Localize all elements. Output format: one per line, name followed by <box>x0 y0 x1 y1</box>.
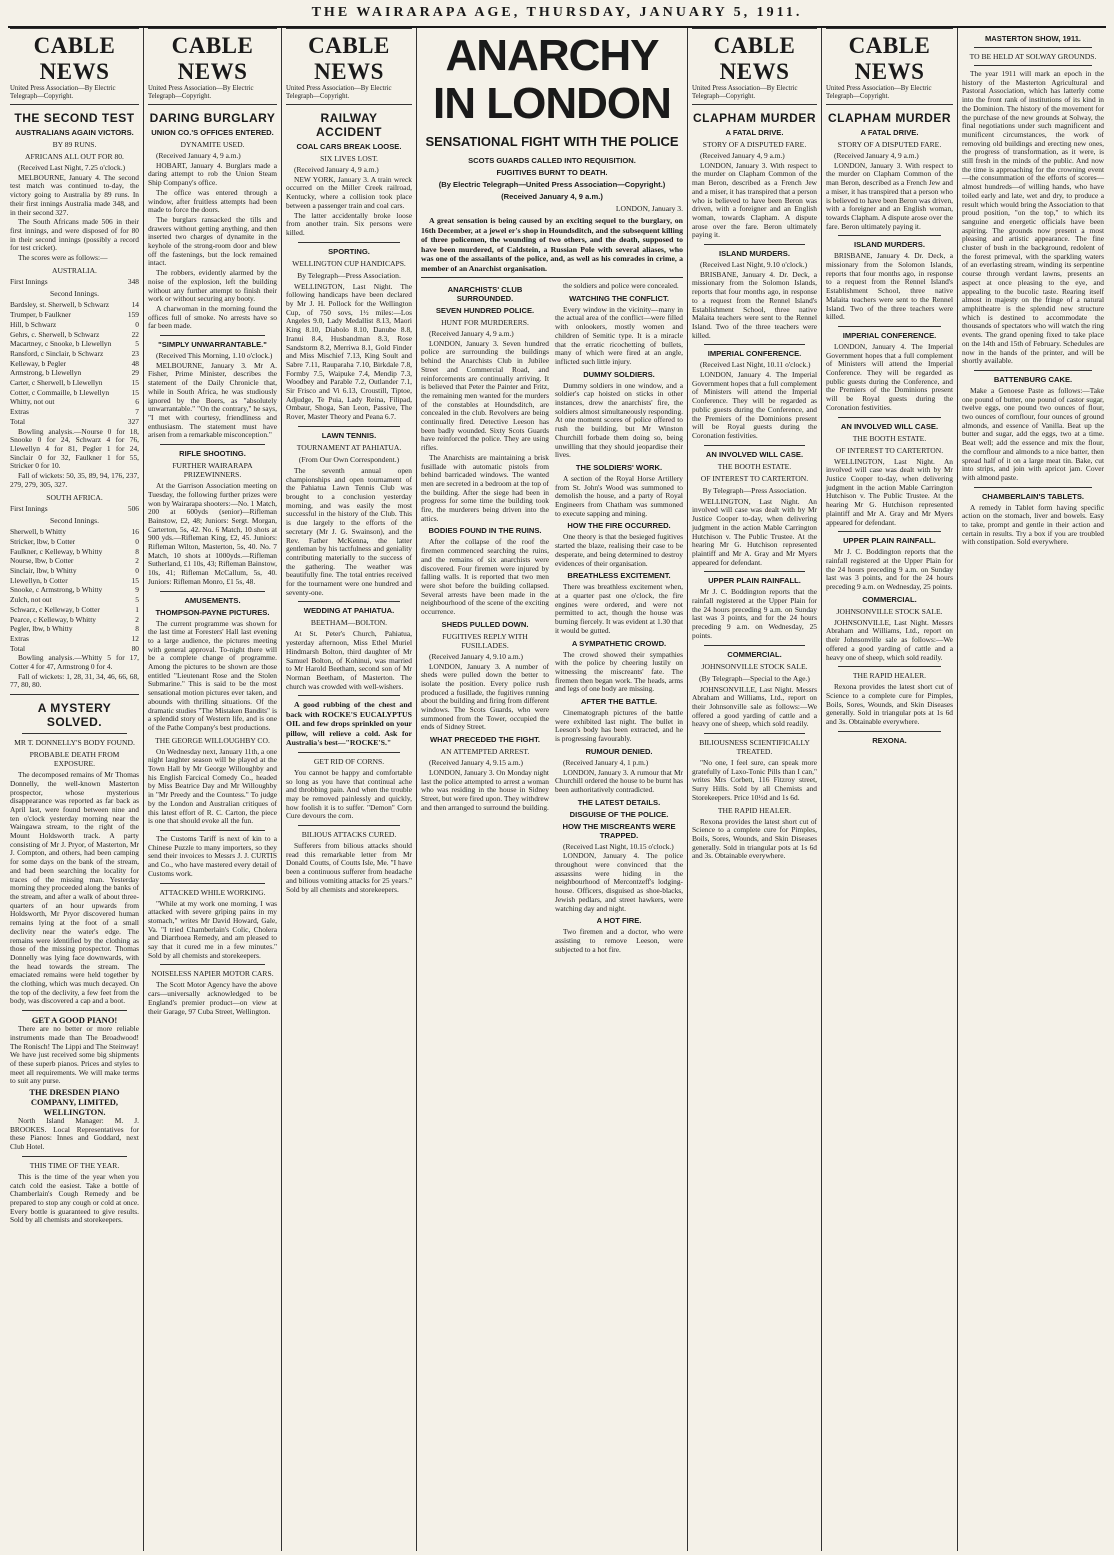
headline: RIFLE SHOOTING. <box>179 449 246 459</box>
subhead: AFRICANS ALL OUT FOR 80. <box>25 152 124 161</box>
headline: "SIMPLY UNWARRANTABLE." <box>158 340 267 350</box>
paragraph: The crowd showed their sympathies with the police by cheering lustily on witnessing the miscreants' fate. The firemen then began work. The heads, arms and legs of one body are missing. <box>555 649 683 694</box>
subhead: BILIOUSNESS SCIENTIFICALLY TREATED. <box>699 738 810 757</box>
paragraph: BRISBANE, January 4. Dr. Deck, a missionary from the Solomon Islands, reports that four months ago, in response to a request from the Rennel Island's Establishment School, three native Malaita teachers were sent to the Rennel Island. Two of the three teachers were killed. <box>826 251 953 322</box>
paragraph: "While at my work one morning, I was attacked with severe griping pains in my stomach," writes Mr David Howard, Gale, Va. "I tried Chamberlain's Colic, Cholera and Diarrhoea Remedy, and am pleased to say that it cured me in a few minutes." Sold by all chemists and storekeepers. <box>148 898 277 960</box>
score-row: Gehrs, c. Sherwell, b Schwarz 22 <box>10 329 139 339</box>
paragraph: The Scott Motor Agency have the above cars—universally acknowledged to be England's premier product—on view at their Garage, 97 Cuba Street, Wellington. <box>148 980 277 1016</box>
cable-subheading: United Press Association—By Electric Telegraph—Copyright. <box>10 85 139 105</box>
paragraph: LONDON, January 4. The Imperial Government hopes that a full complement of Ministers will attend the Imperial Conference. They will be regarded as public guests during the Conference, and the Premiers of the Dominions present will be Royal guests during the Coronation festivities. <box>692 370 817 440</box>
subhead: THE SOLDIERS' WORK. <box>575 462 663 472</box>
byline: (By Electric Telegraph—United Press Association—Copyright.) <box>438 180 666 189</box>
paragraph: At St. Peter's Church, Pahiatua, yesterday afternoon, Miss Ethel Muriel Hindmarsh Bolton, third daughter of Mr Samuel Bolton, of Kohinui, was married to Mr Harold Beetham, second son of Mr Norman Beetham, of Masterton. The church was crowded with well-wishers. <box>286 629 412 691</box>
cable-subheading: United Press Association—By Electric Telegraph—Copyright. <box>826 85 953 105</box>
team-heading: SOUTH AFRICA. <box>46 492 103 502</box>
headline: WEDDING AT PAHIATUA. <box>303 606 395 616</box>
score-row: Carter, c Sherwell, b Llewellyn 15 <box>10 378 139 388</box>
score-row: Schwarz, c Kelleway, b Cotter 1 <box>10 604 139 614</box>
score-row: Trumper, b Faulkner 159 <box>10 310 139 320</box>
subhead: BREATHLESS EXCITEMENT. <box>567 571 671 581</box>
column-1 <box>6 28 144 1551</box>
headline: COMMERCIAL. <box>862 594 917 604</box>
headline: UPPER PLAIN RAINFALL. <box>843 536 936 546</box>
paragraph: After the collapse of the roof the firemen commenced searching the ruins, and the remains of six anarchists were discovered. Four firemen were injured by falling walls. It is reported that two men were shot before the building collapsed. Several arrests have been made in the neighbourhood of the scene of the exciting occurrence. <box>421 537 549 617</box>
subhead: NOISELESS NAPIER MOTOR CARS. <box>151 969 274 979</box>
score-row: Nourse, lbw, b Cotter 2 <box>10 556 139 566</box>
subhead: OF INTEREST TO CARTERTON. <box>835 445 944 455</box>
subhead: THOMPSON-PAYNE PICTURES. <box>155 607 270 617</box>
lead-paragraph: A great sensation is being caused by an exciting sequel to the burglary, on 16th December, at a jewel er's shop in Houndsditch, and the subsequent killing of three policemen, the wounding of two others, and the death, supposed to have been murdered, of Caldstein, a Russian Pole with several aliases, who was one of the assailants of the police, and, as well as his comrades in crime, a member of an Anarchist organisation. <box>421 216 683 273</box>
received-line: (Received January 4, 9 a.m.) <box>501 192 603 201</box>
paragraph: Rexona provides the latest short cut of Science to a complete cure for Pimples, Boils, Sores, Wounds, and Skin Diseases generally. Sold in triangular pots at 1s 6d and 3s. Obtainable everywhere. <box>826 682 953 727</box>
subhead: JOHNSONVILLE STOCK SALE. <box>701 661 808 671</box>
headline-burglary: DARING BURGLARY <box>149 111 276 125</box>
subhead: GET RID OF CORNS. <box>313 756 385 766</box>
column-3 <box>282 28 417 1551</box>
paragraph: WELLINGTON, Last Night. The following handicaps have been declared by Mr J. H. Pollock for the Wellington Cup, of 750 sovs, 1½ miles:—Los Angeles 9.0, Lady Medallist 8.13, Maori King 8.10, Diabolo 8.10, Danube 8.8, Iranui 8.4, Husbandman 8.3, Rose Sandstorm 8.2, Merriwa 8.1, Gold Finder and Miss Mischief 7.13, King Soult and Sabre 7.11, Rauparaha 7.10, Birkdale 7.8, Formby 7.5, Waipuke 7.4, Mendip 7.3, Woodbey and Parable 7.2, Outlander 7.1, Sir Frisco and Vi 6.13, Croustill, Tiptoe, Adjudge, Te Puia, Lady Reina, Filipad, Ombaur, Shoga, San Leon, Passive, The Rover, Master Theory and Peana 6.7. <box>286 281 412 422</box>
paragraph: The seventh annual open championships and open tournament of the Pahiatua Lawn Tennis Club was brought to a conclusion yesterday morning, and was easily the most successful in the history of the Club. This is due largely to the efforts of the secretary (Mr J. G. Swainson), and the Rev. Father McKenna, the latter gentleman by his tactfulness and geniality contributing materially to the success of the gathering. The weather was beautifully fine. The total entries received for the tournament were one hundred and seventy-one. <box>286 465 412 597</box>
subhead: A FATAL DRIVE. <box>860 128 919 137</box>
paragraph: LONDON, January 4. The police throughout were convinced that the assassins were hiding in the neighbourhood of Mercontzeff's lodging-house. Officers, disguised as shoe-blacks, Jewish pedlars, and street hawkers, were watching day and night. <box>555 851 683 913</box>
subhead: ANARCHISTS' CLUB SURROUNDED. <box>447 285 523 303</box>
paragraph: The robbers, evidently alarmed by the noise of the explosion, left the building without any further attempt to finish their work or without securing any booty. <box>148 268 277 304</box>
paragraph: NEW YORK, January 3. A train wreck occurred on the Miller Creek railroad, Kentucky, where a collision took place between a passenger train and coal cars. <box>286 174 412 210</box>
ad-text: North Island Manager: M. J. BROOKES. Local Representatives for these Pianos: Innes and Goddard, next Club Hotel. <box>10 1116 139 1152</box>
headline-clapham: CLAPHAM MURDER <box>828 111 951 125</box>
innings-heading: Second Innings. <box>50 289 99 299</box>
subhead: A HOT FIRE. <box>596 916 642 926</box>
paragraph: LONDON, January 3. Seven hundred police are surrounding the buildings behind the Anarchists Club in Jubilee Street and Commercial Road, and reinforcements are continually arriving. It is believed that Peter the Painter and Fritz, the remaining men wanted for the murders of the constables at Houndsditch, are concealed in the club. Revolvers are being continually fired. Detective Leeson has been badly wounded. Sixty Scots Guards have reinforced the police. They are using rifles. <box>421 338 549 453</box>
headline: AN INVOLVED WILL CASE. <box>705 449 804 459</box>
score-row: Extras 7 <box>10 407 139 417</box>
paragraph: "No one, I feel sure, can speak more gratefully of Laxo-Tonic Pills than I can," writes Mrs Corbett, 116 Fitzroy street, Surry Hills. Sold by all Chemists and Storekeepers. Price 10½d and 1s 6d. <box>692 758 817 802</box>
subhead: A SYMPATHETIC CROWD. <box>571 638 667 648</box>
score-row: Cotter, c Commaille, b Llewellyn 15 <box>10 387 139 397</box>
paragraph: Two firemen and a doctor, who were assisting to remove Leeson, were subjected to a hot fire. <box>555 927 683 954</box>
score-row: First Innings 348 <box>10 276 139 286</box>
subhead: JOHNSONVILLE STOCK SALE. <box>836 606 943 616</box>
paragraph: Mr J. C. Boddington reports that the rainfall registered at the Upper Plain for the 24 hours preceding 9 a.m. on Sunday last was 3 points, and for the 24 hours preceding 9 a.m. on Wednesday, 25 points. <box>692 587 817 640</box>
headline-masterton-show: MASTERTON SHOW, 1911. <box>984 34 1082 43</box>
headline: IMPERIAL CONFERENCE. <box>842 330 937 340</box>
subhead: THE BOOTH ESTATE. <box>852 433 927 443</box>
received-line: (Received January 4, 1 p.m.) <box>563 757 649 767</box>
subhead: AN ATTEMPTED ARREST. <box>440 747 530 757</box>
subhead: WELLINGTON CUP HANDICAPS. <box>292 258 406 268</box>
paragraph: A section of the Royal Horse Artillery from St. John's Wood was summoned to demolish the house, and a party of Royal Engineers from Chatham was summoned to execute sapping and mining. <box>555 473 683 518</box>
score-row: Faulkner, c Kelleway, b Whitty 8 <box>10 546 139 556</box>
headline: UPPER PLAIN RAINFALL. <box>708 576 801 586</box>
subhead: WHAT PRECEDED THE FIGHT. <box>430 735 540 745</box>
paragraph: HOBART, January 4. Burglars made a daring attempt to rob the Union Steam Ship Company's office. <box>148 160 277 188</box>
paragraph: Cinematograph pictures of the battle were exhibited last night. The bullet in Leeson's body has been extracted, and he is progressing favourably. <box>555 708 683 744</box>
column-7 <box>958 28 1108 1551</box>
paragraph: the soldiers and police were concealed. <box>563 281 679 290</box>
score-total: Total 80 <box>10 643 139 653</box>
cable-news-heading: CABLE NEWS <box>148 28 277 85</box>
paragraph: WELLINGTON, Last Night. An involved will case was dealt with by Mr Justice Cooper to-day, when delivering judgment in the action Mable Carrington Hutchison v. The Public Trustee. At the hearing Mr G. Hutchison represented plaintiff and Mr A. Gray and Mr Myers appeared for defendant. <box>826 456 953 527</box>
subhead: DISGUISE OF THE POLICE. <box>569 809 669 819</box>
subhead: ATTACKED WHILE WORKING. <box>159 887 266 897</box>
paragraph: BRISBANE, January 4. Dr. Deck, a missionary from the Solomon Islands, reports that four months ago, in response to a request from the Rennel Island's Establishment School, three native Malaita teachers were sent to the Rennel Island. Two of the three teachers were killed. <box>692 269 817 340</box>
subhead: AUSTRALIANS AGAIN VICTORS. <box>15 128 134 137</box>
subhead: SENSATIONAL FIGHT WITH THE POLICE <box>425 134 679 149</box>
byline: By Telegraph—Press Association. <box>297 270 401 280</box>
score-row: Ransford, c Sinclair, b Schwarz 23 <box>10 348 139 358</box>
scorecard-australia <box>10 301 139 416</box>
paragraph: A charwoman in the morning found the offices full of smoke. No arrests have so far been made. <box>148 303 277 331</box>
received-line: (Received January 4, 9 a.m.) <box>834 151 919 160</box>
ad-title: GET A GOOD PIANO! <box>31 1015 118 1026</box>
paragraph: LONDON, January 3. A rumour that Mr Churchill ordered the house to be burnt has been authoritatively contradicted. <box>555 767 683 794</box>
paragraph: This is the time of the year when you catch cold the easiest. Take a bottle of Chamberlain's Cough Remedy and be prepared to stop any cough or cold at once. Every bottle is guaranteed to give results. Sold by all chemists and storekeepers. <box>10 1171 139 1225</box>
column-2 <box>144 28 282 1551</box>
paragraph: The South Africans made 506 in their first innings, and were disposed of for 80 in their second innings (possibly a record for test cricket). <box>10 217 139 253</box>
subhead: BODIES FOUND IN THE RUINS. <box>428 526 542 536</box>
paragraph: WELLINGTON, Last Night. An involved will case was dealt with by Mr Justice Cooper to-day, when delivering judgment in the action Mable Carrington Hutchison v. The Public Trustee. At the hearing Mr G. Hutchison represented plaintiff and Mr A. Gray and Mr Myers appeared for defendant. <box>692 496 817 567</box>
paragraph: You cannot be happy and comfortable so long as you have that continual ache and throbbing pain. And when the trouble may be removed painlessly and quickly, how foolish it is to suffer. "Demon" Corn Cure devours the corn. <box>286 767 412 821</box>
received-line: (Received January 4, 9 a.m.) <box>294 165 379 174</box>
paragraph: Make a Genoese Paste as follows:—Take one pound of butter, one pound of castor sugar, twelve eggs, one pound two ounces of flour, two ounces of cornflour, four ounces of ground almonds, and essence of Vanilla. Beat up the butter and sugar, add the eggs, two at a time. Beat well; add the essence and mix the flour, the cornflour and almonds to a nice batter, then spread half of it on a large meat tin. Bake, cut into strips, and join with apricot jam. Cover with almond paste. <box>962 385 1104 482</box>
paragraph: MELBOURNE, January 4. The second test match was continued to-day, the victory going to Australia by 89 runs. In their first innings Australia made 348, and in their second 327. <box>10 172 139 217</box>
subhead: BY 89 RUNS. <box>52 140 97 149</box>
received-line: (Received January 4, 9 a.m.) <box>156 151 241 160</box>
paragraph: Fall of wickets: 1, 28, 31, 34, 46, 66, 68, 77, 80, 80. <box>10 671 139 690</box>
paragraph: The year 1911 will mark an epoch in the history of the Masterton Agricultural and Pastoral Association, which has latterly come into the front rank of institutions of its kind in the Dominion. The history of the movement for the purchase of the new grounds at Solway, the final negotiations under such magnificent and munificent circumstances, the work of removing old buildings and erecting new ones, the progress of transformation, as it were, is still fresh in the minds of the public. And now the time is approaching for the crowning event—the consummation of the efforts of scores—almost hundreds—of willing hands, who have toiled early and late, wet and dry, to produce a result which would bring the Association to that proud position, "on the top," to which its sanguine and energetic officials have been aspiring. The grounds now present a most pleasing and artistic appearance. The fine cluster of bush in the background, redolent of the forest primeval, with the sparkling waters of an everlasting stream, winding its serpentine course through verdant lawns, presents an aspect at once pleasing to the eye, and appealing to the bucolic taste. Rearing itself almost in majesty on the fringe of a natural amphitheatre is the splendid new structure which is destined to accommodate the thousands of spectators who will watch the ring events. The grand opening fixed to take place on the 14th and 15th of February. Schedules are now in the hands of the printer, and will be shortly available. <box>962 69 1104 366</box>
paragraph: LONDON, January 3. On Monday night last the police attempted to arrest a woman who was residing in the house in Sidney Street, but were fired upon. They withdrew and then arranged to surround the building. <box>421 767 549 812</box>
ad-title: THE DRESDEN PIANO COMPANY, LIMITED, WELLINGTON. <box>29 1087 120 1118</box>
paragraph: One theory is that the besieged fugitives started the blaze, realising their case to be desperate, and being determined to destroy evidences of their organisation. <box>555 532 683 568</box>
paragraph: The burglars ransacked the tills and drawers without getting anything, and then inserted two charges of dynamite in the keyhole of the strong-room door and blew off the fastenings, but the lock remained intact. <box>148 214 277 268</box>
subhead: HOW THE MISCREANTS WERE TRAPPED. <box>562 821 676 840</box>
cable-news-heading: CABLE NEWS <box>286 28 412 85</box>
byline: (By Telegraph—Special to the Age.) <box>699 673 810 683</box>
byline: (From Our Own Correspondent.) <box>298 454 400 464</box>
subhead: STORY OF A DISPUTED FARE. <box>702 140 807 149</box>
subhead: BILIOUS ATTACKS CURED. <box>301 830 397 840</box>
score-row: Hill, b Schwarz 0 <box>10 319 139 329</box>
paragraph: LONDON, January 3. With respect to the murder on Clapham Common of the man Beron, described as a French Jew and a miser, it has transpired that a person who is believed to have been Beron was driven, with a foreigner and an English woman, towards Clapham. A dispute arose over the fare. Beron ultimately paying it. <box>826 160 953 231</box>
cable-subheading: United Press Association—By Electric Telegraph—Copyright. <box>692 85 817 105</box>
headline-second-test: THE SECOND TEST <box>14 111 135 125</box>
subhead: SIX LIVES LOST. <box>320 154 378 163</box>
subhead: DUMMY SOLDIERS. <box>583 369 655 379</box>
paragraph: The Anarchists are maintaining a brisk fusillade with automatic pistols from behind barricaded windows. The wanted men are secreted in a bedroom at the top of the building. After the siege had been in progress for some time the building took fire, the murderers being driven into the attics. <box>421 452 549 523</box>
headline: AMUSEMENTS. <box>184 595 241 605</box>
scorecard-south-africa <box>10 528 139 643</box>
innings-heading: Second Innings. <box>50 516 99 526</box>
column-5 <box>688 28 822 1551</box>
subhead: UNION CO.'S OFFICES ENTERED. <box>151 128 274 137</box>
subhead: SHEDS PULLED DOWN. <box>441 619 529 629</box>
paragraph: Fall of wickets: 50, 35, 89, 94, 176, 237, 279, 279, 305, 327. <box>10 471 139 489</box>
score-row: Snooke, c Armstrong, b Whitty 9 <box>10 585 139 595</box>
subhead: FUGITIVES BURNT TO DEATH. <box>496 168 608 177</box>
received-line: (Received January 4, 9 a.m.) <box>700 151 785 160</box>
subhead: TOURNAMENT AT PAHIATUA. <box>296 442 402 452</box>
headline-clapham: CLAPHAM MURDER <box>693 111 816 125</box>
received-line: (Received January 4, 9.10 a.m.) <box>429 651 523 661</box>
paragraph: JOHNSONVILLE, Last Night. Messrs Abraham and Williams, Ltd., report on their Johnsonville sale as follows:—We offered a good yarding of cattle and a heavy one of sheep, which sold readily. <box>692 684 817 729</box>
paragraph: LONDON, January 3. A number of sheds were pulled down the better to isolate the position. Every police rush produced a fusillade, the fugitives running about the building and firing from different windows. The Scots Guards, who were summoned from the Tower, occupied the ends of Sidney Street. <box>421 661 549 732</box>
headline: BATTENBURG CAKE. <box>993 374 1073 384</box>
paragraph: Dummy soldiers in one window, and a soldier's cap hoisted on sticks in other instances, drew the anarchists' fire, the soldiers almost simultaneously responding. At one moment scores of police offered to rush the building, but Mr Winston Churchill forbade them doing so, being unwilling that they should jeopardise their lives. <box>555 380 683 460</box>
paragraph: MELBOURNE, January 3. Mr A. Fisher, Prime Minister, describes the statement of the Daily Chronicle that, while in South Africa, he was studiously ignored by the Boers, as "absolutely unwarrantable." "On the contrary," he says, "I met with courtesy, friendliness and enthusiasm. The statement must have arisen from a remarkable misconception." <box>148 360 277 440</box>
headline: ISLAND MURDERS. <box>854 240 925 250</box>
subhead: THE BOOTH ESTATE. <box>717 461 792 471</box>
dateline: LONDON, January 3. <box>615 204 683 213</box>
ad-title: REXONA. <box>872 735 907 745</box>
subhead: PROBABLE DEATH FROM EXPOSURE. <box>29 750 120 769</box>
received-line: (Received January 4, 9 a.m.) <box>429 329 514 338</box>
paragraph: The scores were as follows:— <box>18 253 108 263</box>
paragraph: Every window in the vicinity—many in the actual area of the conflict—were filled with onlookers, mostly women and children of Semitic type. It is a miracle that the erratic ricochetting of bullets, many of which were fired at an angle, inflicted such little injury. <box>555 304 683 366</box>
headline: IMPERIAL CONFERENCE. <box>707 349 802 359</box>
headline: SPORTING. <box>328 246 370 256</box>
received-line: (Received Last Night, 7.25 o'clock.) <box>18 163 126 172</box>
score-row: Sherwell, b Whitty 16 <box>10 527 139 537</box>
ad-text: A good rubbing of the chest and back with ROCKE'S EUCALYPTUS OIL and few drops sprinkled on your pillow, will relieve a cold. Ask for Australia's best—"ROCKE'S." <box>286 700 412 748</box>
subhead: SCOTS GUARDS CALLED INTO REQUISITION. <box>468 156 636 165</box>
subhead: STORY OF A DISPUTED FARE. <box>837 140 942 149</box>
headline-mystery: A MYSTERY SOLVED. <box>37 701 112 730</box>
score-row: First Innings 506 <box>10 503 139 513</box>
subhead: FUGITIVES REPLY WITH FUSILLADES. <box>442 631 528 650</box>
cable-news-heading: CABLE NEWS <box>10 28 139 85</box>
paragraph: JOHNSONVILLE, Last Night. Messrs Abraham and Williams, Ltd., report on their Johnsonville sale as follows:—We offered a good yarding of cattle and a heavy one of sheep, which sold readily. <box>826 617 953 662</box>
subhead: THIS TIME OF THE YEAR. <box>29 1160 120 1170</box>
paragraph: LONDON, January 3. With respect to the murder on Clapham Common of the man Beron, described as a French Jew and a miser, it has transpired that a person who is believed to have been Beron was driven, with a foreigner and an English woman, towards Clapham. A dispute arose over the fare. Beron ultimately paying it. <box>692 160 817 240</box>
subhead: OF INTEREST TO CARTERTON. <box>700 473 809 483</box>
subhead: SEVEN HUNDRED POLICE. <box>435 306 535 315</box>
column-6 <box>822 28 958 1551</box>
cable-news-heading: CABLE NEWS <box>692 28 817 85</box>
columns <box>6 28 1108 1551</box>
score-row: Extras 12 <box>10 633 139 643</box>
score-row: Bardsley, st. Sherwell, b Schwarz 14 <box>10 300 139 310</box>
cable-subheading: United Press Association—By Electric Telegraph—Copyright. <box>148 85 277 105</box>
column-anarchy <box>417 28 688 1551</box>
score-row: Zulch, not out 5 <box>10 595 139 605</box>
paragraph: Bowling analysis.—Whitty 5 for 17, Cotter 4 for 47, Armstrong 0 for 4. <box>10 653 139 672</box>
score-row: Whitty, not out 6 <box>10 397 139 407</box>
received-line: (Received Last Night, 10.11 o'clock.) <box>700 360 811 370</box>
subhead: HUNT FOR MURDERERS. <box>441 318 529 327</box>
headline-railway: RAILWAY ACCIDENT <box>316 111 382 139</box>
score-row: Sinclair, lbw, b Whitty 0 <box>10 566 139 576</box>
paragraph: The current programme was shown for the last time at Foresters' Hall last evening to a large audience, the pictures meeting with general approval. To-night there will be a complete change of programme. Among the pictures to be shown are those entitled "Lieutenant Rose and the Stolen Submarine." This is said to be the most sensational motion pictures ever taken, and abounds with thrilling situations. Of the dramatic studies "The Mistaken Bandits" is a splendid story of Western life, and is one of the Pathe Company's best productions. <box>148 618 277 732</box>
subhead: COAL CARS BREAK LOOSE. <box>296 142 402 151</box>
subhead: A FATAL DRIVE. <box>725 128 784 137</box>
score-row: Macartney, c Snooke, b Llewellyn 5 <box>10 339 139 349</box>
headline: COMMERCIAL. <box>727 649 782 659</box>
subhead: WATCHING THE CONFLICT. <box>569 293 669 303</box>
team-heading: AUSTRALIA. <box>52 265 97 275</box>
subhead: FURTHER WAIRARAPA PRIZEWINNERS. <box>172 461 253 480</box>
received-line: (Received Last Night, 10.15 o'clock.) <box>563 841 674 851</box>
subhead: THE GEORGE WILLOUGHBY CO. <box>155 735 270 745</box>
subhead: MR T. DONNELLY'S BODY FOUND. <box>14 738 135 748</box>
subhead: HOW THE FIRE OCCURRED. <box>567 521 671 531</box>
subhead: DYNAMITE USED. <box>180 140 245 149</box>
score-row: Stricker, lbw, b Cotter 0 <box>10 536 139 546</box>
subhead: RUMOUR DENIED. <box>585 746 653 756</box>
score-row: Kelleway, b Pegler 48 <box>10 358 139 368</box>
subhead: AFTER THE BATTLE. <box>580 697 658 707</box>
paragraph: The office was entered through a window, after fruitless attempts had been made to force the doors. <box>148 187 277 215</box>
score-row: Llewellyn, b Cotter 15 <box>10 575 139 585</box>
score-row: Pegler, lbw, b Whitty 8 <box>10 624 139 634</box>
paragraph: Mr J. C. Boddington reports that the rainfall registered at the Upper Plain for the 24 hours preceding 9 a.m. on Sunday last was 3 points, and for the 24 hours preceding 9 a.m. on Wednesday, 25 points. <box>826 547 953 592</box>
score-total: Total 327 <box>10 416 139 426</box>
headline: AN INVOLVED WILL CASE. <box>840 421 939 431</box>
paragraph: The Customs Tariff is next of kin to a Chinese Puzzle to many importers, so they send their invoices to Messrs J. J. CURTIS and Co., who have mastered every detail of Customs work. <box>148 834 277 878</box>
headline: LAWN TENNIS. <box>321 430 377 440</box>
received-line: (Received January 4, 9.15 a.m.) <box>429 758 523 768</box>
cable-news-heading: CABLE NEWS <box>826 28 953 85</box>
paragraph: On Wednesday next, January 11th, a one night laughter season will be played at the Town Hall by Mr George Willoughby and his English Farcical Comedy Co., headed by Miss Beatrice Day and Mr Willoughby in "Mr Preedy and the Countess." To judge by the London and Australian critiques of this latest effort of R. C. Carton, the piece is one that should evoke all the fun. <box>148 746 277 826</box>
cable-subheading: United Press Association—By Electric Telegraph—Copyright. <box>286 85 412 105</box>
score-row: Pearce, c Kelleway, b Whitty 2 <box>10 614 139 624</box>
score-row: Armstrong, b Llewellyn 29 <box>10 368 139 378</box>
subhead: BEETHAM—BOLTON. <box>310 618 388 628</box>
paragraph: LONDON, January 4. The Imperial Government hopes that a full complement of Ministers will attend the Imperial Conference. They will be regarded as public guests during the Conference, and the Premiers of the Dominions present will be Royal guests during the Coronation festivities. <box>826 341 953 412</box>
byline: By Telegraph—Press Association. <box>702 485 807 495</box>
paragraph: The decomposed remains of Mr Thomas Donnelly, the well-known Masterton prospector, whose mysterious disappearance was reported as far back as April last, were found between nine and ten o'clock yesterday morning near the Waingawa stream, to the right of the Mount Holdsworth track. A party consisting of Mr J. Pryor, of Masterton, Mr J. Compton, and others, had been camping for some days on the bank of the stream, and had been searching the locality for traces of the missing man. Yesterday morning they proceeded along the banks of the stream, and after a walk of about three-quarters of an hour upwards from Holdsworth, Mr Pryor discovered human remains lying at the foot of a small declivity near the water's edge. The remains were identified by the clothing as those of the missing prospector. Thomas Donnelly was lying face downwards, with the head towards the stream. The emaciated remains were held together by the clothing, which was much decayed. On the top of the declivity, a few feet from the body, was discovered a cap and a boot. <box>10 770 139 1006</box>
subhead: THE RAPID HEALER. <box>717 805 792 815</box>
subhead: THE LATEST DETAILS. <box>577 797 661 807</box>
subhead: THE RAPID HEALER. <box>852 671 927 681</box>
paragraph: At the Garrison Association meeting on Tuesday, the following further prizes were won by Wairarapa shooters:—No. 1 Match, 200 at 600yds (senior)—Rifleman Bainstow, £2, 48; Juniors: Sergt. Morgan, Carterton, 5s, 42. No. 6 Match, 10 shots at 900 yds.—Rifleman King, £2, 45. Juniors: Rifleman Wilton, Masterton, 5s, 40. No. 7 Match, 10 shots at 1000yds.—Rifleman Sutherland, £1 10s, 43; Rifleman Bainstow, 10s, 41; Rifleman McCallum, 5s, 40. Juniors: Rifleman Monro, £1 5s, 48. <box>148 481 277 586</box>
headline-anarchy: ANARCHY IN LONDON <box>433 31 671 128</box>
paragraph: The latter accidentally broke loose from another train. Six persons were killed. <box>286 210 412 237</box>
ad-text: There are no better or more reliable instruments made than The Broadwood! The Ronisch! The Lippi and The Steinway! We have just received some big shipments of these superb pianos. Prices and styles to meet all requirements. We will make terms to suit any purse. <box>10 1024 139 1086</box>
paragraph: There was breathless excitement when, at a quarter past one o'clock, the fire engines were ordered, and were not permitted to act, though the house was burning fiercely. It was evident at 1.30 that it would be gutted. <box>555 582 683 635</box>
paragraph: A remedy in Tablet form having specific action on the stomach, liver and bowels. Easy to take, prompt and gentle in their action and certain in results. Try a box if you are troubled with constipation. Sold everywhere. <box>962 502 1104 547</box>
paragraph: Sufferers from bilious attacks should read this remarkable letter from Mr Donald Coutts, of Coutts Isle, Me. "I have been a continuous sufferer from headache and bilious vomiting attacks for 25 years." Sold by all chemists and storekeepers. <box>286 841 412 894</box>
headline: CHAMBERLAIN'S TABLETS. <box>981 491 1085 501</box>
subhead: TO BE HELD AT SOLWAY GROUNDS. <box>969 52 1097 61</box>
paragraph: Rexona provides the latest short cut of Science to a complete cure for Pimples, Boils, Sores, Wounds, and Skin Diseases generally. Sold in triangular pots at 1s 6d and 3s. Obtainable everywhere. <box>692 816 817 861</box>
received-line: (Received This Morning, 1.10 o'clock.) <box>156 351 273 361</box>
received-line: (Received Last Night, 9.10 o'clock.) <box>700 260 808 270</box>
headline: ISLAND MURDERS. <box>719 249 790 259</box>
paragraph: Bowling analysis.—Nourse 0 for 18, Snooke 0 for 24, Schwarz 4 for 76, Llewellyn 4 for 81, Pegler 1 for 24, Sinclair 0 for 32, Faulkner 1 for 55, Stricker 0 for 10. <box>10 426 139 471</box>
masthead: THE WAIRARAPA AGE, THURSDAY, JANUARY 5, 1911. <box>8 0 1106 28</box>
